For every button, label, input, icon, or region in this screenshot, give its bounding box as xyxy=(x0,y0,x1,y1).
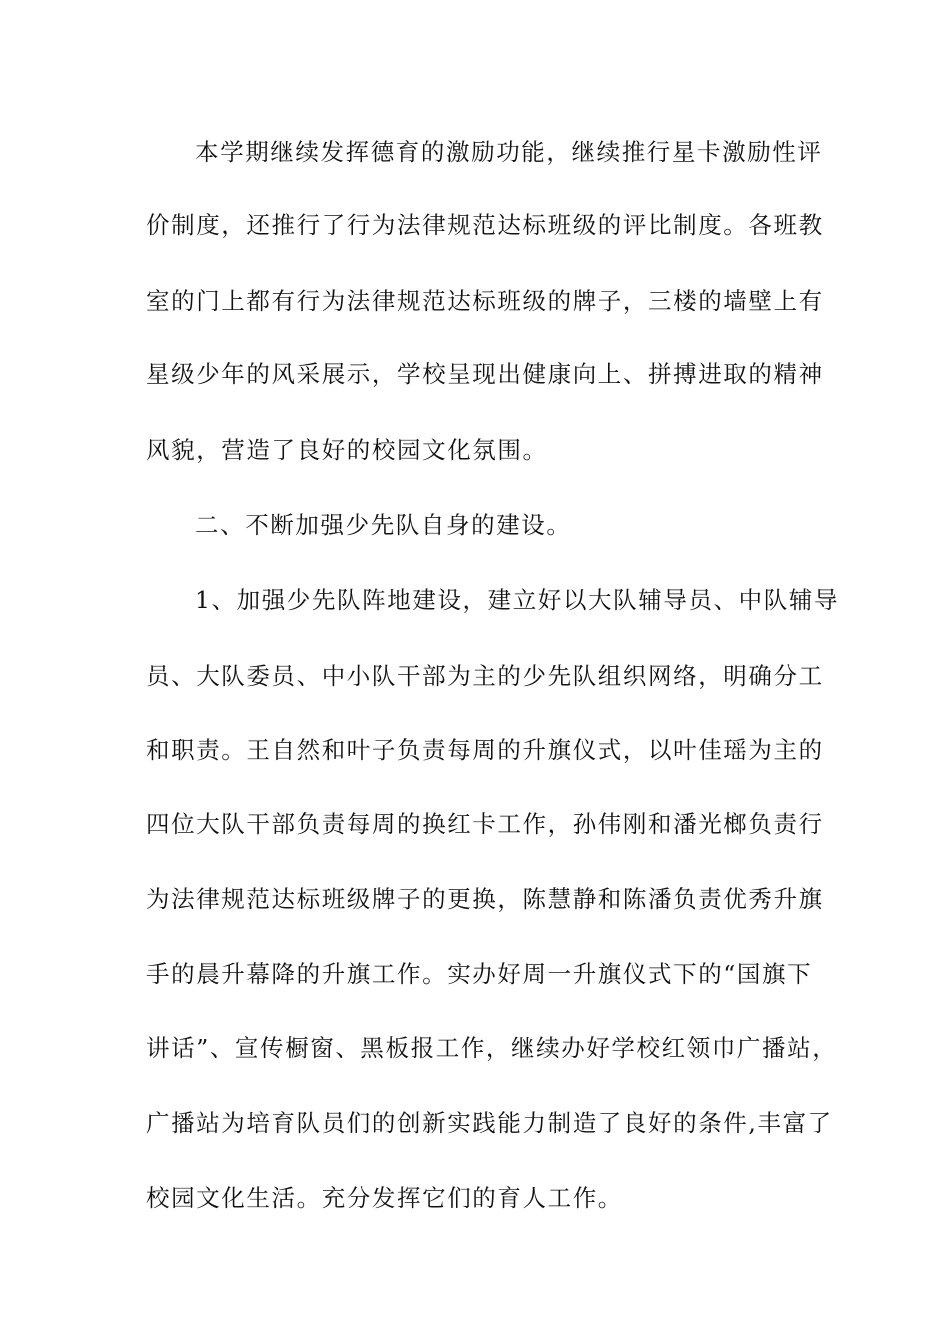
paragraph-3-line-2: 员、大队委员、中小队干部为主的少先队组织网络，明确分工 xyxy=(146,662,824,690)
paragraph-3-line-5: 为法律规范达标班级牌子的更换，陈慧静和陈潘负责优秀升旗 xyxy=(146,885,824,913)
paragraph-3-line-7: 讲话”、宣传橱窗、黑板报工作，继续办好学校红领巾广播站， xyxy=(146,1034,838,1062)
paragraph-3-line-9: 校园文化生活。充分发挥它们的育人工作。 xyxy=(146,1184,623,1212)
paragraph-1-line-1: 本学期继续发挥德育的激励功能，继续推行星卡激励性评 xyxy=(195,138,823,166)
paragraph-3-line-3: 和职责。王自然和叶子负责每周的升旗仪式，以叶佳瑶为主的 xyxy=(146,736,824,764)
paragraph-1-line-3: 室的门上都有行为法律规范达标班级的牌子，三楼的墙壁上有 xyxy=(146,287,824,315)
section-heading-2: 二、不断加强少先队自身的建设。 xyxy=(195,511,572,539)
paragraph-1-line-5: 风貌，营造了良好的校园文化氛围。 xyxy=(146,436,548,464)
paragraph-1-line-4: 星级少年的风采展示，学校呈现出健康向上、拼搏进取的精神 xyxy=(146,360,824,388)
paragraph-1-line-2: 价制度，还推行了行为法律规范达标班级的评比制度。各班教 xyxy=(146,211,824,239)
paragraph-3-line-8: 广播站为培育队员们的创新实践能力制造了良好的条件,丰富了 xyxy=(146,1109,833,1137)
paragraph-3-line-4: 四位大队干部负责每周的换红卡工作，孙伟刚和潘光榔负责行 xyxy=(146,810,824,838)
paragraph-3-line-6: 手的晨升幕降的升旗工作。实办好周一升旗仪式下的“国旗下 xyxy=(146,960,813,988)
paragraph-3-line-1: 1、加强少先队阵地建设，建立好以大队辅导员、中队辅导 xyxy=(195,586,840,614)
